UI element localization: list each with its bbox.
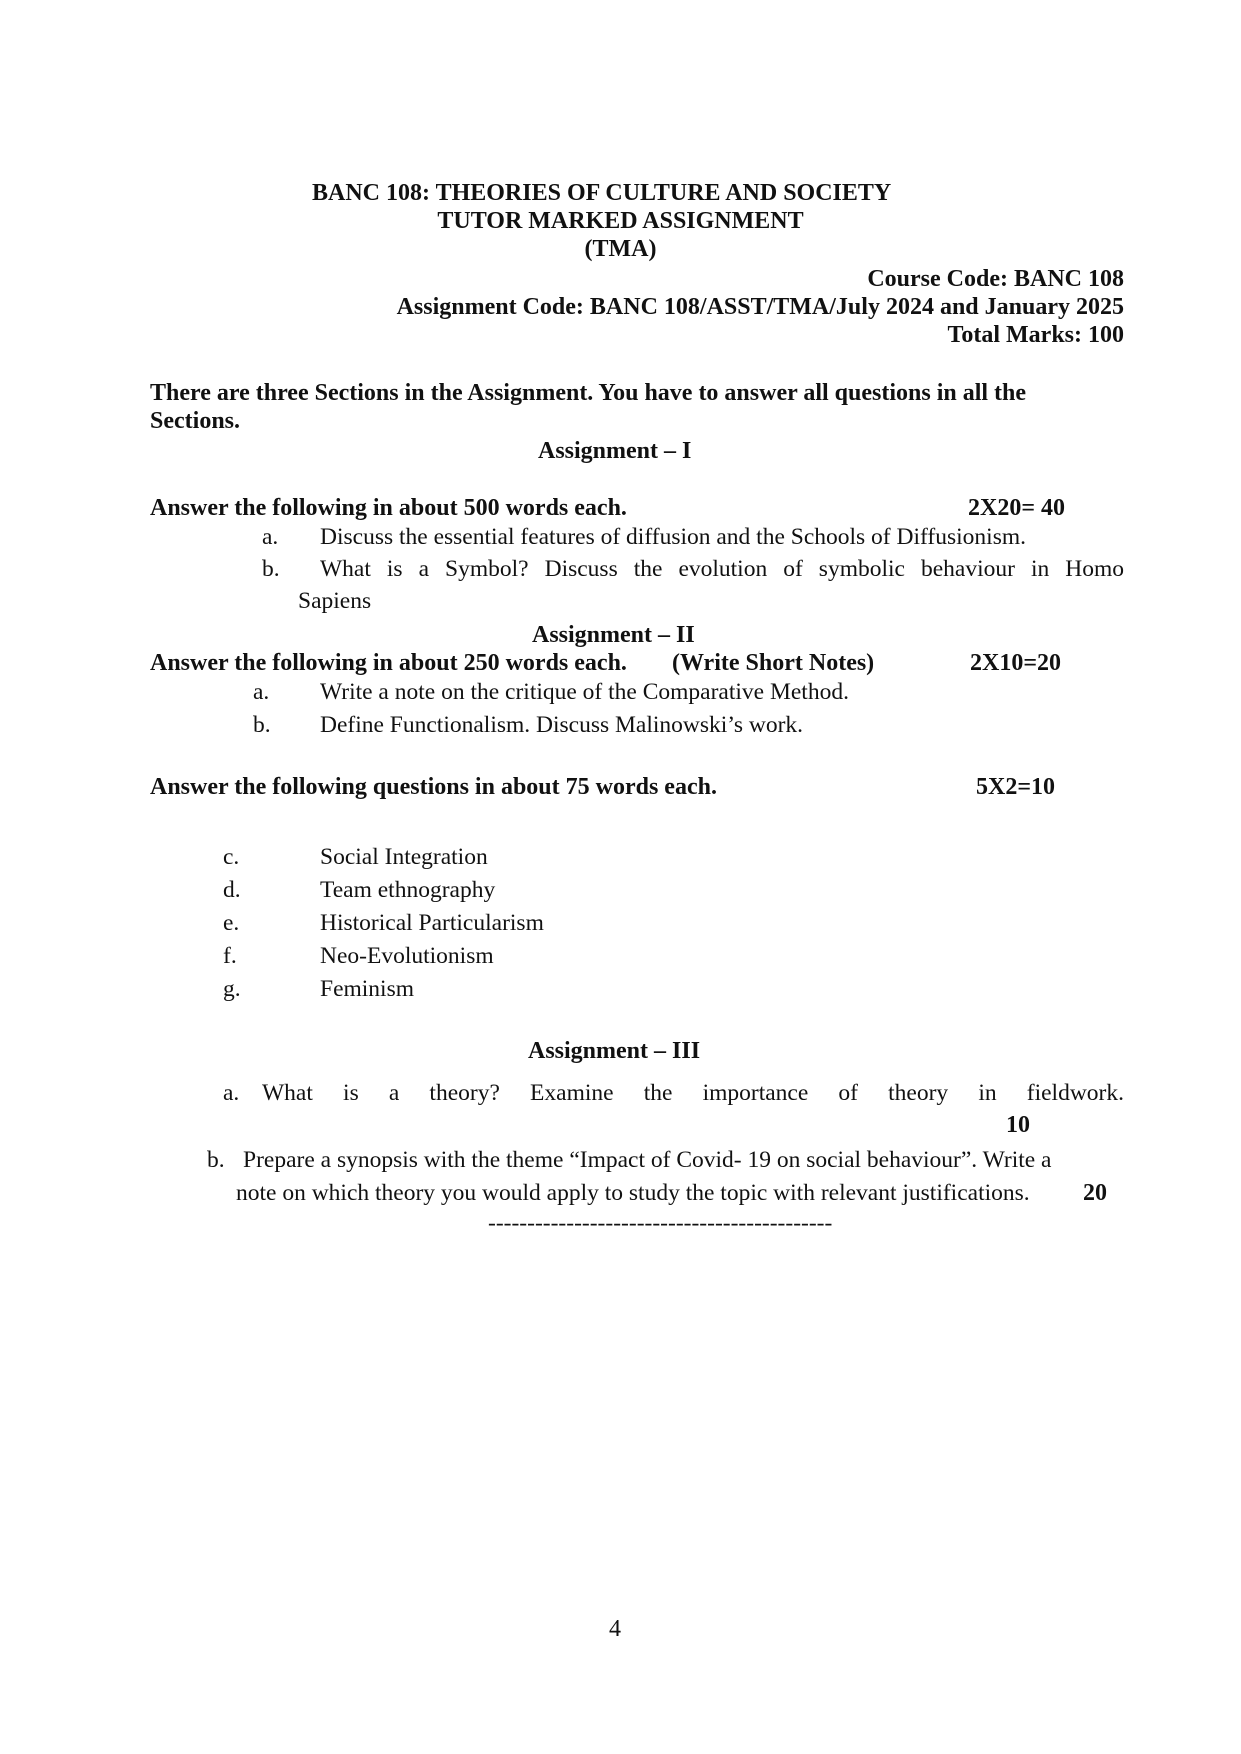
course-code: Course Code: BANC 108 [867,266,1124,292]
assignment-1-heading: Assignment – I [538,438,692,464]
tma-abbreviation: (TMA) [584,236,657,262]
assignment-code: Assignment Code: BANC 108/ASST/TMA/July 2024 and January 2025 [396,294,1124,320]
question-label: b. [262,556,280,582]
question-text: What is a theory? Examine the importance of theory in fieldwork. [262,1080,1124,1106]
question-text-continued: note on which theory you would apply to study the topic with relevant justifications. [236,1180,1030,1206]
question-label: b. [253,712,271,738]
question-label: a. [223,1080,240,1106]
assignment-2-instruction: Answer the following in about 250 words each. [150,650,627,676]
short-answer-instruction: Answer the following questions in about 75 words each. [150,774,717,800]
assignment-2-note: (Write Short Notes) [672,650,875,676]
question-marks: 20 [1083,1180,1107,1206]
question-marks: 10 [1006,1112,1030,1138]
question-label: b. [207,1147,225,1173]
total-marks: Total Marks: 100 [947,322,1124,348]
general-instruction-line-1: There are three Sections in the Assignment. You have to answer all questions in all the [150,380,1027,406]
assignment-type-heading: TUTOR MARKED ASSIGNMENT [437,208,804,234]
question-text: Define Functionalism. Discuss Malinowski’s work. [320,712,804,738]
list-item-label: c. [223,844,240,870]
list-item-label: g. [223,976,241,1002]
question-text: Prepare a synopsis with the theme “Impact of Covid- 19 on social behaviour”. Write a [243,1147,1052,1173]
assignment-2-marks: 2X10=20 [970,650,1062,676]
question-label: a. [253,679,270,705]
end-separator: -------------------------------------------- [488,1210,833,1236]
question-label: a. [262,524,279,550]
list-item: Neo-Evolutionism [320,943,494,969]
question-text: What is a Symbol? Discuss the evolution of symbolic behaviour in Homo [320,556,1124,582]
question-text-continued: Sapiens [298,588,372,614]
list-item: Feminism [320,976,415,1002]
assignment-3-heading: Assignment – III [528,1038,701,1064]
list-item-label: e. [223,910,240,936]
question-text: Write a note on the critique of the Comparative Method. [320,679,849,705]
assignment-1-marks: 2X20= 40 [968,495,1066,521]
assignment-1-instruction: Answer the following in about 500 words each. [150,495,627,521]
question-text: Discuss the essential features of diffusion and the Schools of Diffusionism. [320,524,1026,550]
assignment-2-heading: Assignment – II [532,622,695,648]
general-instruction-line-2: Sections. [150,408,240,434]
list-item: Social Integration [320,844,488,870]
page-number: 4 [609,1616,621,1642]
list-item-label: f. [223,943,237,969]
list-item: Team ethnography [320,877,496,903]
course-title: BANC 108: THEORIES OF CULTURE AND SOCIETY [312,180,892,206]
list-item: Historical Particularism [320,910,544,936]
list-item-label: d. [223,877,241,903]
short-answer-marks: 5X2=10 [976,774,1056,800]
